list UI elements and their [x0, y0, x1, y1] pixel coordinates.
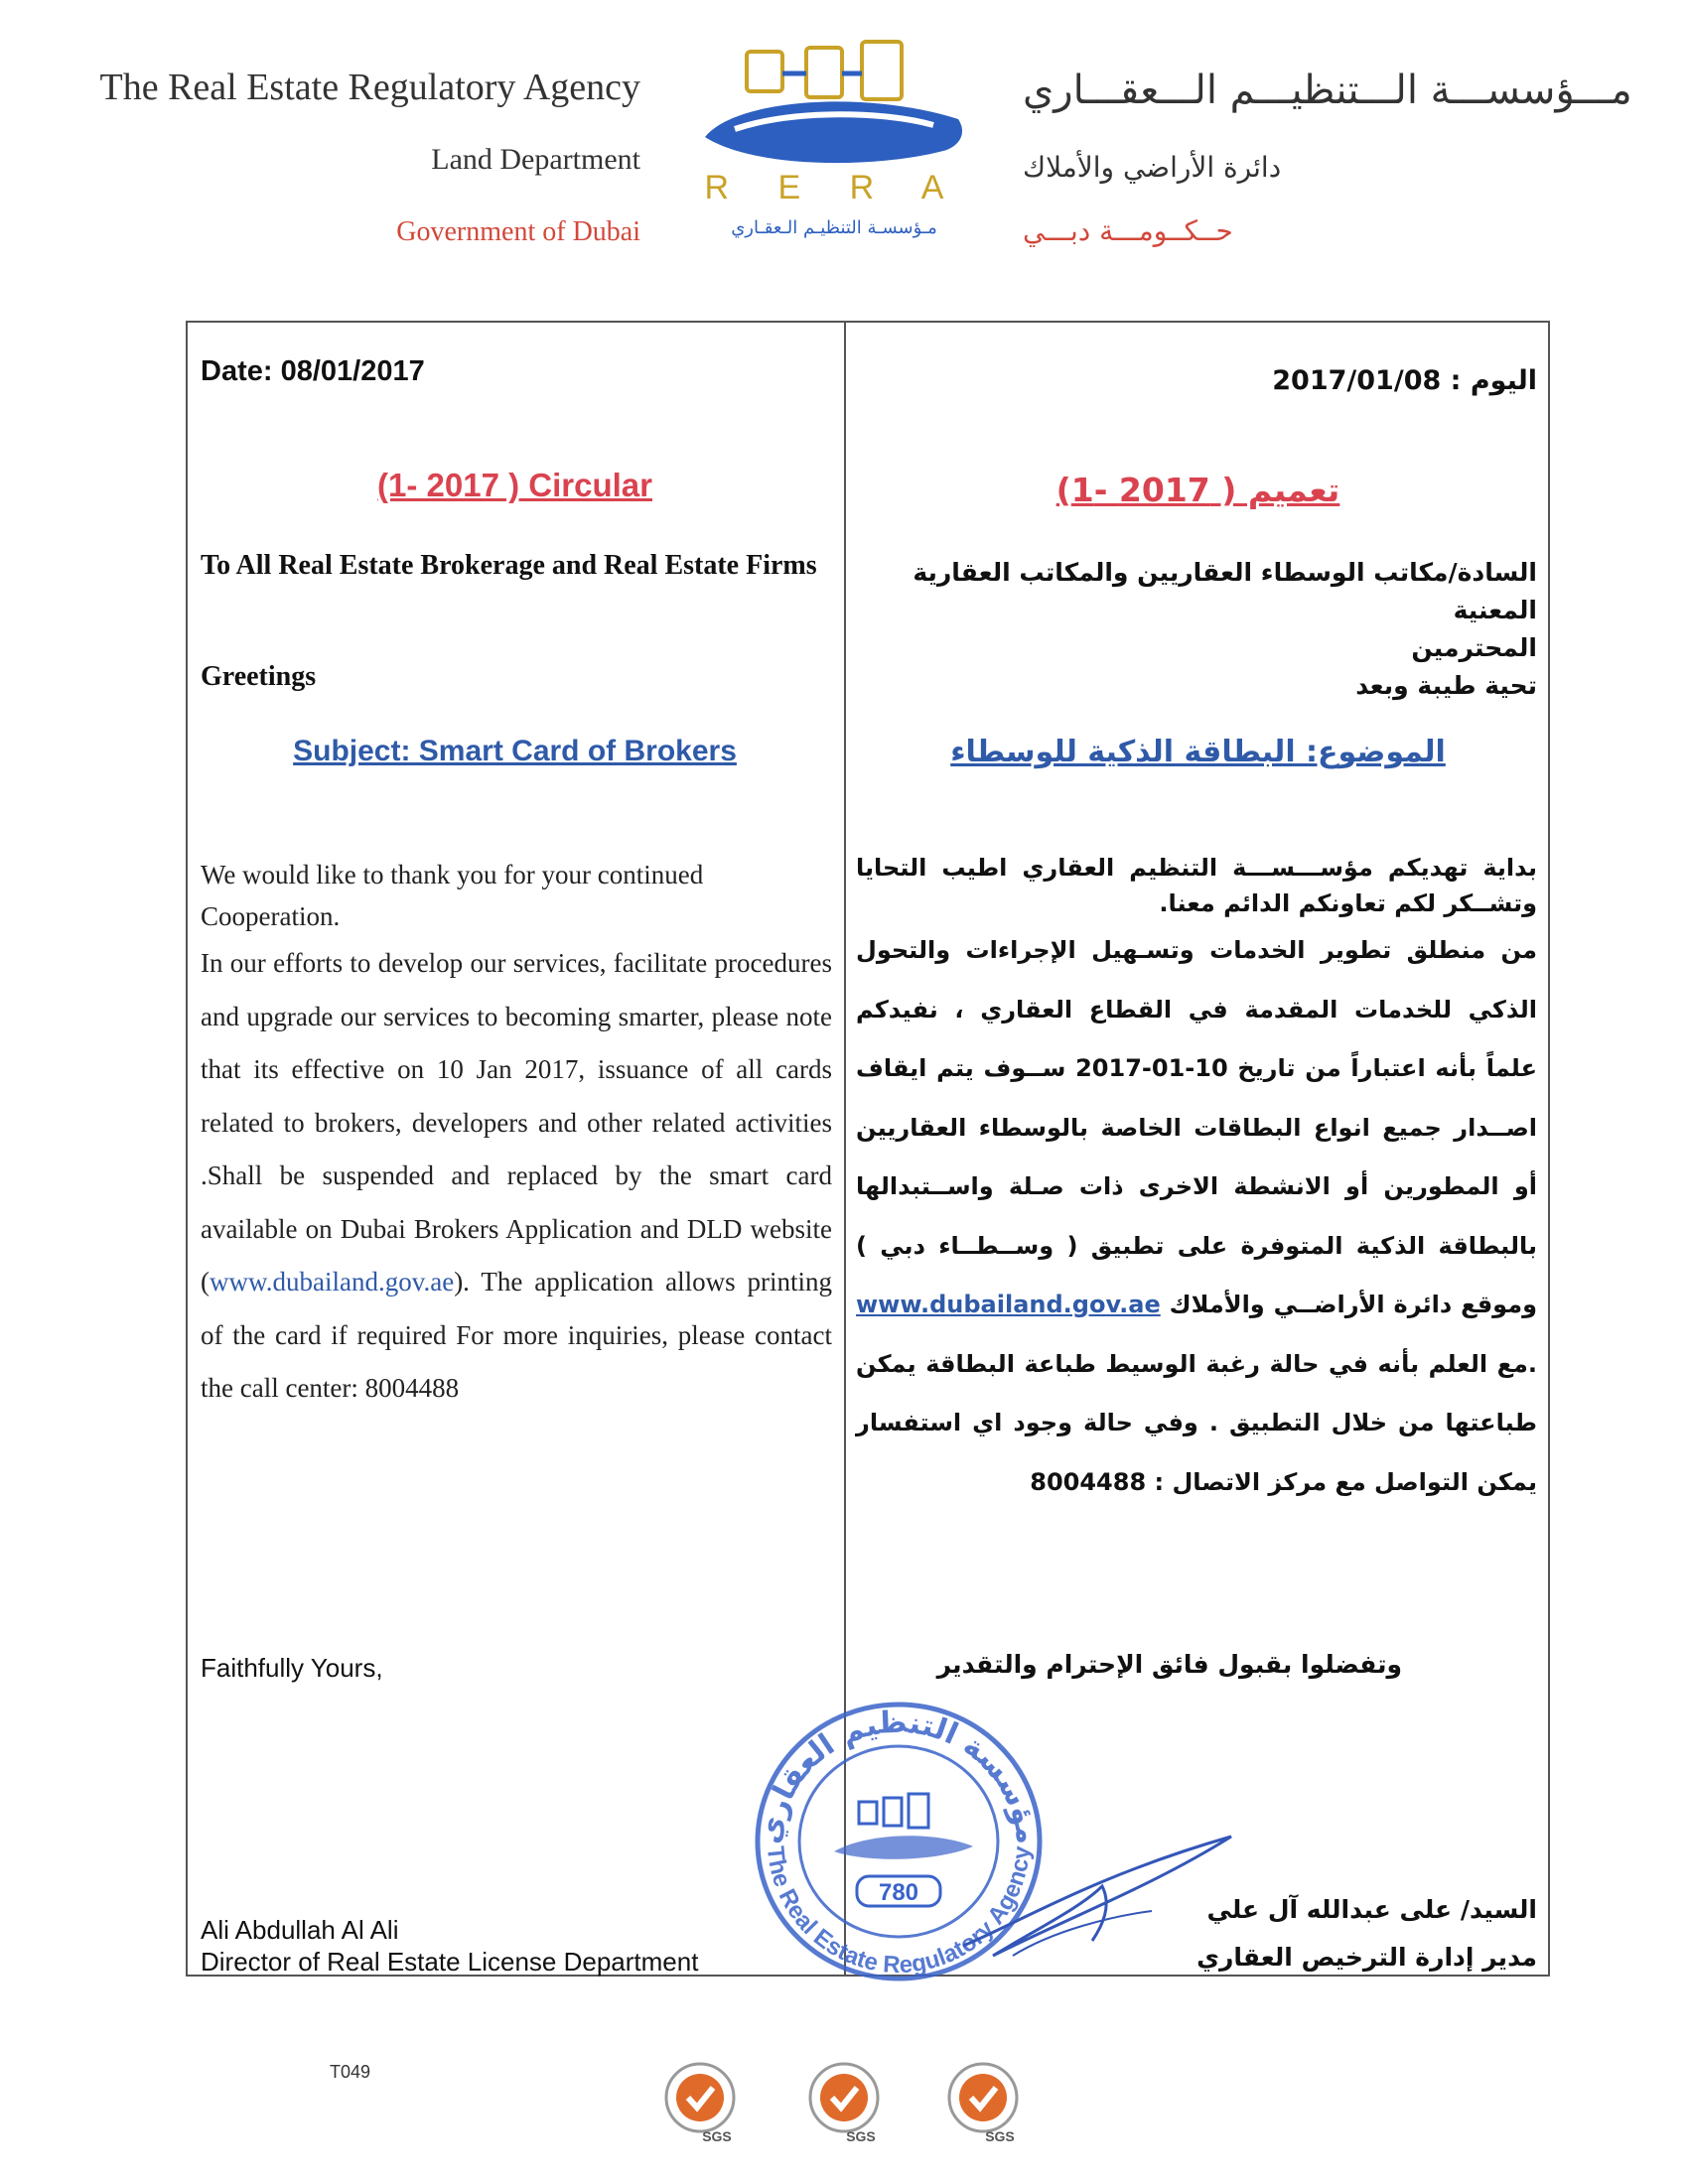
body-en — [201, 854, 832, 1416]
date-ar: اليوم : 2017/01/08 — [1272, 365, 1537, 396]
body-en-thanks: We would like to thank you for your continued Cooperation. — [201, 860, 704, 931]
document-code: T049 — [330, 2062, 371, 2082]
header-title-en: The Real Estate Regulatory Agency — [99, 67, 640, 108]
sgs-certification-badge — [799, 2060, 889, 2144]
body-ar — [856, 850, 1537, 1512]
closing-ar: وتفضلوا بقبول فائق الإحترام والتقدير — [936, 1650, 1402, 1679]
signer-name-en: Ali Abdullah Al Ali — [201, 1915, 399, 1945]
header-dept-en: Land Department — [431, 143, 640, 176]
rera-logo — [695, 30, 973, 258]
subject-en: Subject: Smart Card of Brokers — [293, 735, 737, 767]
body-en-main-text-end: ). The application allows printing of the card if required For more inquiries, please contact the call center: 8004488 — [201, 1267, 832, 1403]
circular-title-ar: تعميم ( 2017 -1) — [1055, 471, 1340, 509]
greeting-en: Greetings — [201, 661, 317, 692]
recipient-en: To All Real Estate Brokerage and Real Estate Firms — [201, 550, 817, 581]
recipient-ar-honorific: المحترمين — [1411, 633, 1537, 662]
handwritten-signature — [953, 1817, 1241, 1966]
body-en-main — [201, 937, 832, 1416]
dld-website-link-en[interactable]: www.dubailand.gov.ae — [210, 1267, 455, 1297]
logo-arabic-text: مـؤسسـة التنظيـم الـعقـاري — [731, 217, 937, 238]
recipient-ar-line: السادة/مكاتب الوسطاء العقاريين والمكاتب العقارية المعنية — [913, 558, 1537, 624]
closing-en: Faithfully Yours, — [201, 1653, 383, 1683]
body-ar-main — [856, 921, 1537, 1512]
dld-website-link-ar[interactable]: www.dubailand.gov.ae — [856, 1291, 1161, 1318]
badge-label: SGS — [846, 2128, 876, 2144]
date-en: Date: 08/01/2017 — [201, 355, 425, 387]
body-ar-main-text: من منطلق تطوير الخدمات وتسـهيل الإجراءات والتحول الذكي للخدمات المقدمة في القطاع العقاري ، نفيدكم علماً بأنه اعتباراً من تاريخ 10-01-2017 ســوف يتم ايقاف اصــدار جميع انواع البطاقات الخاصة بالوسطاء العقاريين أو المطورين أو الانشطة الاخرى ذات صـلة واســتبدالها بالبطاقة الذكية المتوفرة على تطبيق ( وســطــاء دبي ) وموقع دائرة الأراضــي والأملاك — [856, 936, 1538, 1318]
stamp-number: 780 — [878, 1879, 919, 1906]
recipient-ar — [856, 554, 1537, 705]
circular-title-en: (1- 2017 ) Circular — [377, 467, 652, 503]
sgs-certification-badge — [938, 2060, 1028, 2144]
header-gov-en: Government of Dubai — [396, 216, 640, 247]
signer-title-ar: مدير إدارة الترخيص العقاري — [1196, 1943, 1537, 1972]
signer-title-en: Director of Real Estate License Department — [201, 1947, 699, 1977]
logo-text: R E R A — [704, 169, 964, 206]
subject-ar: الموضوع: البطاقة الذكية للوسطاء — [950, 735, 1446, 769]
header-title-ar: مـــؤسســـة الـــتنظيـــم الـــعقـــاري — [1023, 68, 1632, 113]
badge-label: SGS — [985, 2128, 1015, 2144]
body-ar-main-text-end: .مع العلم بأنه في حالة رغبة الوسيط طباعة البطاقة يمكن طباعتها من خلال التطبيق . وفي حالة وجود اي استفسار يمكن التواصل مع مركز الاتصال : 8004488 — [856, 1349, 1537, 1496]
greeting-ar: تحية طيبة وبعد — [1355, 671, 1537, 700]
stamp-ring-english: The Real Estate Regulatory Agency — [761, 1844, 1037, 1979]
badge-label: SGS — [702, 2128, 732, 2144]
header-dept-ar: دائرة الأراضي والأملاك — [1023, 151, 1282, 184]
body-ar-thanks: بداية تهديكم مؤســـســـة التنظيم العقاري اطيب التحايا وتشــكر لكم تعاونكم الدائم معنا. — [856, 854, 1537, 917]
sgs-certification-badge — [655, 2060, 745, 2144]
stamp-ring-arabic: مؤسسة التنظيم العقاري — [752, 1705, 1045, 1846]
body-en-main-text: In our efforts to develop our services, facilitate procedures and upgrade our services to becoming smarter, please note that its effective on 10 Jan 2017, issuance of all cards related to brokers, developers and other related activities .Shall be suspended and replaced by the smart card available on Dubai Brokers Application and DLD website ( — [201, 948, 832, 1297]
signer-name-ar: السيد/ على عبدالله آل علي — [1206, 1895, 1537, 1924]
header-gov-ar: حــكــومـــة دبـــي — [1023, 214, 1233, 247]
